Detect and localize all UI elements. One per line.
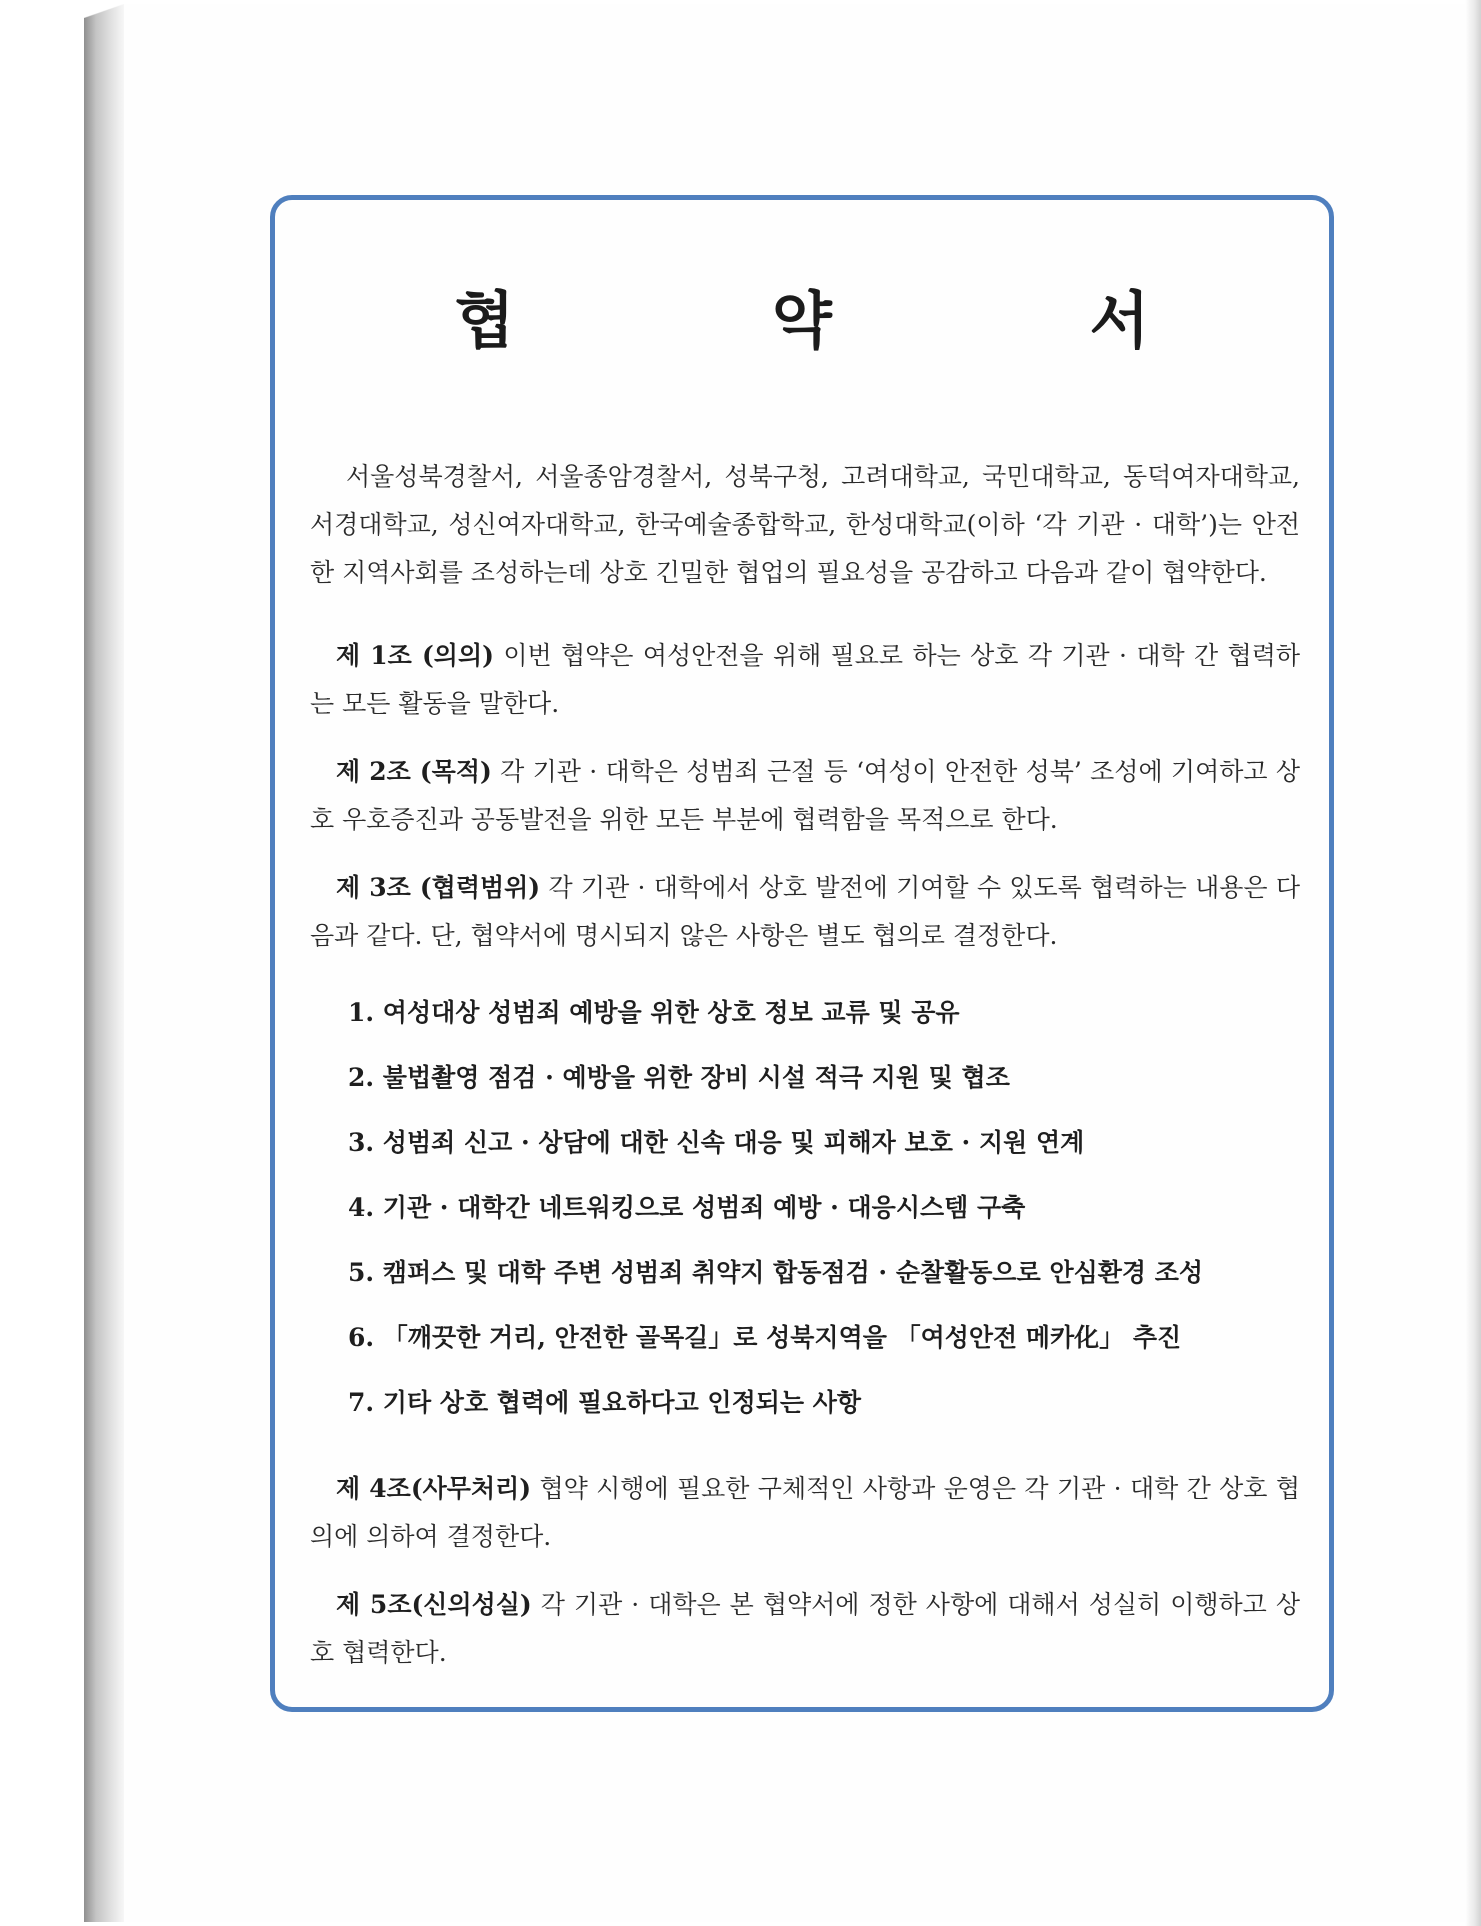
cooperation-item-text: 1. 여성대상 성범죄 예방을 위한 상호 정보 교류 및 공유 — [348, 998, 960, 1027]
article-3-heading: 제 3조 (협력범위) — [336, 873, 541, 902]
article-2 — [310, 748, 1300, 844]
article-1-body: 이번 협약은 여성안전을 위해 필요로 하는 상호 각 기관 · 대학 간 협력하는 모든 활동을 말한다. — [310, 641, 1301, 718]
cooperation-item — [348, 1045, 1300, 1110]
preamble-paragraph: 서울성북경찰서, 서울종암경찰서, 성북구청, 고려대학교, 국민대학교, 동덕여자대학교, 서경대학교, 성신여자대학교, 한국예술종합학교, 한성대학교(이하 ‘각 기관 · 대학’)는 안전한 지역사회를 조성하는데 상호 긴밀한 협업의 필요성을 공감하고 다음과 같이 협약한다. — [310, 462, 1300, 587]
article-5-body: 각 기관 · 대학은 본 협약서에 정한 사항에 대해서 성실히 이행하고 상호 협력한다. — [310, 1590, 1300, 1667]
article-4 — [310, 1465, 1300, 1561]
page-right-edge — [1465, 0, 1481, 1926]
document-title: 협 약 서 — [454, 284, 1268, 357]
article-5 — [310, 1581, 1300, 1677]
cooperation-item — [348, 1175, 1300, 1240]
cooperation-item — [348, 980, 1300, 1045]
cooperation-item — [348, 1370, 1300, 1435]
article-2-body: 각 기관 · 대학은 성범죄 근절 등 ‘여성이 안전한 성북’ 조성에 기여하고 상호 우호증진과 공동발전을 위한 모든 부분에 협력함을 목적으로 한다. — [310, 757, 1300, 834]
article-5-heading: 제 5조(신의성실) — [336, 1590, 532, 1619]
article-4-body: 협약 시행에 필요한 구체적인 사항과 운영은 각 기관 · 대학 간 상호 협의에 의하여 결정한다. — [310, 1474, 1300, 1551]
article-3-body: 각 기관 · 대학에서 상호 발전에 기여할 수 있도록 협력하는 내용은 다음과 같다. 단, 협약서에 명시되지 않은 사항은 별도 협의로 결정한다. — [310, 873, 1300, 950]
agreement-body — [310, 453, 1300, 1697]
cooperation-item-text: 6. 「깨끗한 거리, 안전한 골목길」로 성북지역을 「여성안전 메카化」 추진 — [348, 1323, 1182, 1352]
article-3 — [310, 864, 1300, 960]
cooperation-item — [348, 1110, 1300, 1175]
article-1 — [310, 632, 1300, 728]
article-1-heading: 제 1조 (의의) — [336, 641, 494, 670]
page-stack-edge — [84, 4, 124, 1922]
cooperation-item-list — [310, 980, 1300, 1435]
cooperation-item-text: 7. 기타 상호 협력에 필요하다고 인정되는 사항 — [348, 1388, 862, 1417]
article-4-heading: 제 4조(사무처리) — [336, 1474, 532, 1503]
cooperation-item-text: 3. 성범죄 신고 · 상담에 대한 신속 대응 및 피해자 보호 · 지원 연계 — [348, 1128, 1085, 1157]
cooperation-item — [348, 1305, 1300, 1370]
cooperation-item-text: 5. 캠퍼스 및 대학 주변 성범죄 취약지 합동점검 · 순찰활동으로 안심환경 조성 — [348, 1258, 1204, 1287]
cooperation-item-text: 2. 불법촬영 점검 · 예방을 위한 장비 시설 적극 지원 및 협조 — [348, 1063, 1010, 1092]
article-2-heading: 제 2조 (목적) — [336, 757, 492, 786]
cooperation-item-text: 4. 기관 · 대학간 네트워킹으로 성범죄 예방 · 대응시스템 구축 — [348, 1193, 1026, 1222]
cooperation-item — [348, 1240, 1300, 1305]
